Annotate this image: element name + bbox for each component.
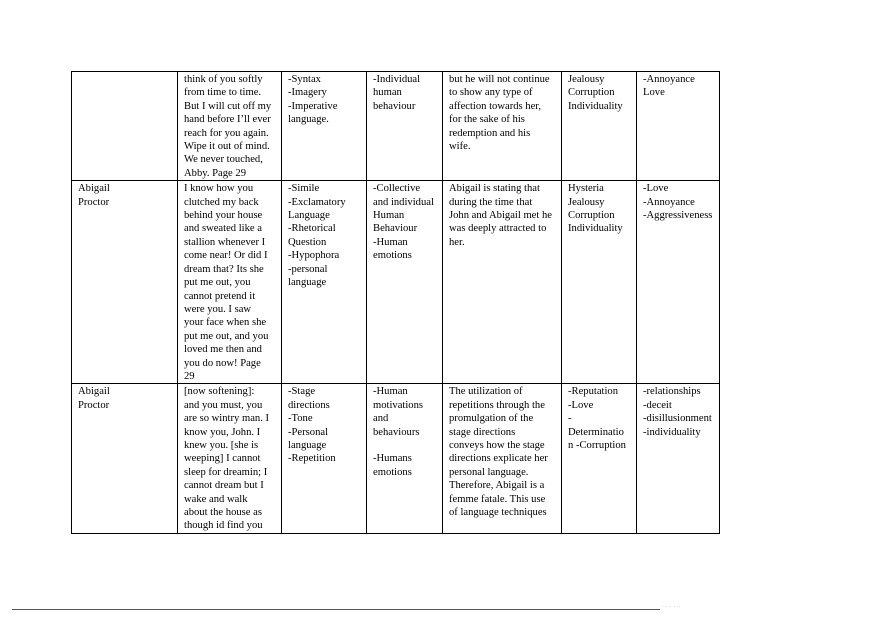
- cell-line: Proctor: [78, 399, 110, 411]
- cell-line: -Human: [373, 236, 408, 248]
- cell-line: -Love: [643, 183, 669, 195]
- footer-page-stub: · · · · ··: [662, 604, 681, 610]
- cell-line: -Repetition: [288, 453, 336, 465]
- cell-line: -Collective: [373, 183, 421, 195]
- cell-line: -Rhetorical: [288, 223, 336, 235]
- cell-analysis: [443, 384, 562, 533]
- cell-line: her.: [449, 236, 465, 248]
- table-row: [72, 181, 720, 384]
- cell-line: Corruption: [568, 87, 615, 99]
- cell-line: and you must, you: [184, 399, 263, 411]
- cell-analysis: [443, 181, 562, 384]
- cell-concepts: [562, 181, 637, 384]
- cell-line: cannot pretend it: [184, 290, 256, 302]
- cell-line: -: [568, 413, 572, 425]
- cell-line: promulgation of the: [449, 413, 534, 425]
- cell-line: reach for you again.: [184, 127, 269, 139]
- cell-emotions: [637, 72, 720, 181]
- cell-line: to show any type of: [449, 87, 533, 99]
- cell-line: -individuality: [643, 426, 701, 438]
- cell-line: [now softening]:: [184, 386, 255, 398]
- cell-line: The utilization of: [449, 386, 523, 398]
- cell-quote: [178, 72, 282, 181]
- cell-line: -Hypophora: [288, 250, 340, 262]
- analysis-table: [71, 71, 720, 534]
- cell-line: come near! Or did I: [184, 250, 268, 262]
- cell-line: language: [288, 439, 327, 451]
- cell-line: behind your house: [184, 210, 263, 222]
- cell-line: dream that? Its she: [184, 263, 264, 275]
- cell-line: -Syntax: [288, 74, 321, 85]
- cell-line: your face when she: [184, 317, 267, 329]
- cell-line: Therefore, Abigail is a: [449, 480, 545, 492]
- cell-line: Jealousy: [568, 74, 605, 85]
- cell-line: But I will cut off my: [184, 100, 272, 112]
- cell-line: during the time that: [449, 196, 533, 208]
- cell-line: Corruption: [568, 210, 615, 222]
- cell-line: -deceit: [643, 399, 672, 411]
- cell-line: -Stage: [288, 386, 316, 398]
- cell-line: -Individual: [373, 74, 421, 85]
- table-body: [72, 72, 720, 534]
- cell-line: Abby. Page 29: [184, 167, 246, 179]
- cell-line: -Simile: [288, 183, 320, 195]
- cell-line: language: [288, 277, 327, 289]
- cell-line: about the house as: [184, 507, 262, 518]
- cell-line: Love: [643, 87, 665, 99]
- cell-line: personal language.: [449, 466, 529, 478]
- cell-line: and sweated like a: [184, 223, 262, 235]
- cell-line: [373, 439, 437, 452]
- table-row: [72, 384, 720, 533]
- cell-line: clutched my back: [184, 196, 259, 208]
- cell-techniques: [282, 181, 367, 384]
- cell-line: hand before I’ll ever: [184, 114, 271, 126]
- cell-line: -Tone: [288, 413, 313, 425]
- cell-quote: [178, 384, 282, 533]
- cell-line: Jealousy: [568, 196, 605, 208]
- cell-line: -Exclamatory: [288, 196, 346, 208]
- cell-character: [72, 384, 178, 533]
- cell-line: you do now! Page: [184, 357, 261, 369]
- cell-line: emotions: [373, 466, 412, 478]
- cell-line: stallion whenever I: [184, 236, 266, 248]
- cell-line: weeping] I cannot: [184, 453, 261, 465]
- cell-line: behaviours: [373, 426, 420, 438]
- cell-line: put me out, you: [184, 277, 251, 289]
- cell-line: cannot dream but I: [184, 480, 264, 492]
- cell-techniques: [282, 72, 367, 181]
- cell-analysis: [443, 72, 562, 181]
- cell-line: Proctor: [78, 196, 110, 208]
- cell-line: -Annoyance: [643, 196, 695, 208]
- cell-line: I know how you: [184, 183, 254, 195]
- cell-line: Human: [373, 210, 405, 222]
- cell-line: Question: [288, 236, 327, 248]
- cell-line: and individual: [373, 196, 434, 208]
- cell-emotions: [637, 181, 720, 384]
- cell-line: but he will not continue: [449, 74, 550, 85]
- cell-line: loved me then and: [184, 344, 262, 356]
- cell-line: from time to time.: [184, 87, 262, 99]
- cell-line: think of you softly: [184, 74, 263, 85]
- cell-line: language.: [288, 114, 329, 126]
- cell-line: conveys how the stage: [449, 439, 545, 451]
- cell-line: for the sake of his: [449, 114, 525, 126]
- cell-line: Abigail is stating that: [449, 183, 540, 195]
- cell-quote: [178, 181, 282, 384]
- cell-line: behaviour: [373, 100, 416, 112]
- cell-line: Hysteria: [568, 183, 604, 195]
- cell-line: -Humans: [373, 453, 412, 465]
- cell-concepts: [562, 72, 637, 181]
- cell-line: knew you. [she is: [184, 439, 259, 451]
- cell-line: -Love: [568, 399, 594, 411]
- cell-line: -Reputation: [568, 386, 619, 398]
- cell-line: -Human: [373, 386, 408, 398]
- cell-line: repetitions through the: [449, 399, 545, 411]
- cell-line: Individuality: [568, 100, 623, 112]
- cell-line: sleep for dreamin; I: [184, 466, 268, 478]
- cell-character: [72, 72, 178, 181]
- cell-themes: [367, 72, 443, 181]
- cell-character: [72, 181, 178, 384]
- cell-line: motivations: [373, 399, 424, 411]
- cell-concepts: [562, 384, 637, 533]
- cell-techniques: [282, 384, 367, 533]
- cell-line: and: [373, 413, 389, 425]
- cell-line: affection towards her,: [449, 100, 542, 112]
- cell-line: Behaviour: [373, 223, 418, 235]
- cell-emotions: [637, 384, 720, 533]
- cell-line: are so wintry man. I: [184, 413, 270, 425]
- cell-line: -Imperative: [288, 100, 338, 112]
- cell-line: was deeply attracted to: [449, 223, 547, 235]
- footer-rule: [12, 609, 660, 610]
- cell-line: -disillusionment: [643, 413, 712, 425]
- cell-line: 29: [184, 370, 195, 382]
- cell-line: know you, John. I: [184, 426, 261, 438]
- cell-line: of language techniques: [449, 507, 547, 518]
- cell-line: human: [373, 87, 402, 99]
- cell-line: -Annoyance: [643, 74, 695, 85]
- cell-line: were you. I saw: [184, 303, 252, 315]
- cell-line: redemption and his: [449, 127, 531, 139]
- cell-line: wife.: [449, 141, 471, 153]
- cell-line: directions: [288, 399, 330, 411]
- cell-line: Abigail: [78, 386, 110, 398]
- cell-line: directions explicate her: [449, 453, 548, 465]
- cell-themes: [367, 384, 443, 533]
- cell-themes: [367, 181, 443, 384]
- cell-line: -Aggressiveness: [643, 210, 713, 222]
- cell-line: Individuality: [568, 223, 623, 235]
- table-row: [72, 72, 720, 181]
- cell-line: emotions: [373, 250, 412, 262]
- cell-line: Wipe it out of mind.: [184, 141, 270, 153]
- cell-line: Determinatio: [568, 426, 624, 438]
- cell-line: though id find you: [184, 520, 263, 532]
- cell-line: -Personal: [288, 426, 329, 438]
- cell-line: John and Abigail met he: [449, 210, 552, 222]
- cell-line: put me out, and you: [184, 330, 269, 342]
- cell-line: We never touched,: [184, 154, 263, 166]
- cell-line: -personal: [288, 263, 328, 275]
- cell-line: n -Corruption: [568, 439, 626, 451]
- cell-line: Language: [288, 210, 330, 222]
- cell-line: stage directions: [449, 426, 516, 438]
- cell-line: -Imagery: [288, 87, 327, 99]
- cell-line: -relationships: [643, 386, 701, 398]
- cell-line: wake and walk: [184, 493, 248, 505]
- cell-line: Abigail: [78, 183, 110, 195]
- cell-line: femme fatale. This use: [449, 493, 546, 505]
